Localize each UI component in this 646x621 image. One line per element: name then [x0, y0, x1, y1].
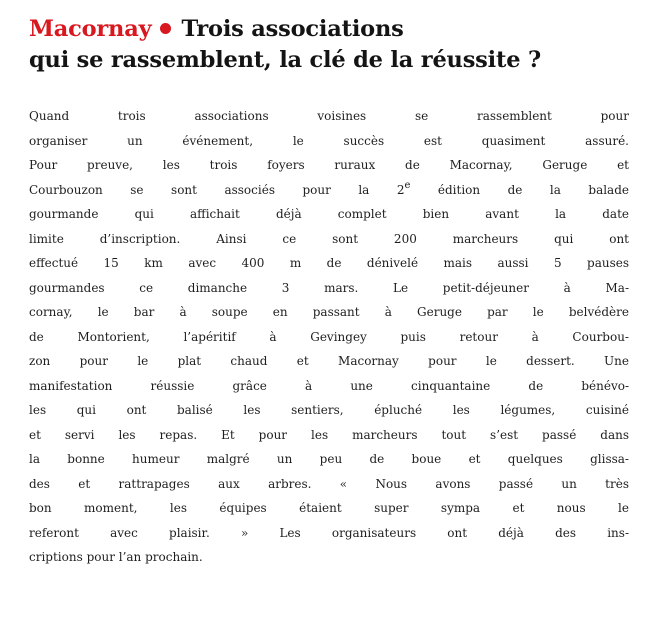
- body-line: la bonne humeur malgré un peu de boue et quelques glissa-: [29, 452, 629, 466]
- body-line: Pour preuve, les trois foyers ruraux de Macornay, Geruge et: [29, 158, 629, 172]
- headline-title-part-1: Trois associations: [181, 16, 404, 42]
- body-line: bon moment, les équipes étaient super sympa et nous le: [29, 501, 629, 515]
- body-line: referont avec plaisir. » Les organisateurs ont déjà des ins-: [29, 525, 629, 540]
- body-line: manifestation réussie grâce à une cinquantaine de bénévo-: [29, 378, 629, 393]
- body-line: gourmandes ce dimanche 3 mars. Le petit-déjeuner à Ma-: [29, 280, 629, 295]
- body-line-with-superscript: [29, 178, 629, 203]
- bullet-dot-icon: [160, 23, 171, 34]
- body-line: Quand trois associations voisines se rassemblent pour: [29, 109, 629, 123]
- kicker-location: Macornay: [29, 16, 152, 42]
- body-text-part: édition de la balade: [410, 182, 629, 197]
- body-line-last: criptions pour l’an prochain.: [29, 550, 203, 564]
- body-text-part: Courbouzon se sont associés pour la 2: [29, 182, 405, 197]
- body-line: zon pour le plat chaud et Macornay pour le dessert. Une: [29, 354, 629, 368]
- body-line: les qui ont balisé les sentiers, épluché les légumes, cuisiné: [29, 403, 629, 417]
- body-line: limite d’inscription. Ainsi ce sont 200 marcheurs qui ont: [29, 231, 629, 246]
- headline-line-2: qui se rassemblent, la clé de la réussite ?: [29, 47, 541, 73]
- body-line: de Montorient, l’apéritif à Gevingey puis retour à Courbou-: [29, 329, 629, 344]
- superscript-ordinal: e: [404, 179, 411, 191]
- body-line: et servi les repas. Et pour les marcheurs tout s’est passé dans: [29, 427, 629, 442]
- body-line: cornay, le bar à soupe en passant à Geruge par le belvédère: [29, 305, 629, 319]
- body-line: organiser un événement, le succès est quasiment assuré.: [29, 133, 629, 148]
- body-line: des et rattrapages aux arbres. « Nous avons passé un très: [29, 476, 629, 491]
- headline-line-1: [29, 14, 629, 45]
- body-line: effectué 15 km avec 400 m de dénivelé mais aussi 5 pauses: [29, 256, 629, 270]
- body-line: gourmande qui affichait déjà complet bien avant la date: [29, 207, 629, 221]
- article-body: [29, 104, 629, 570]
- headline: [29, 14, 629, 76]
